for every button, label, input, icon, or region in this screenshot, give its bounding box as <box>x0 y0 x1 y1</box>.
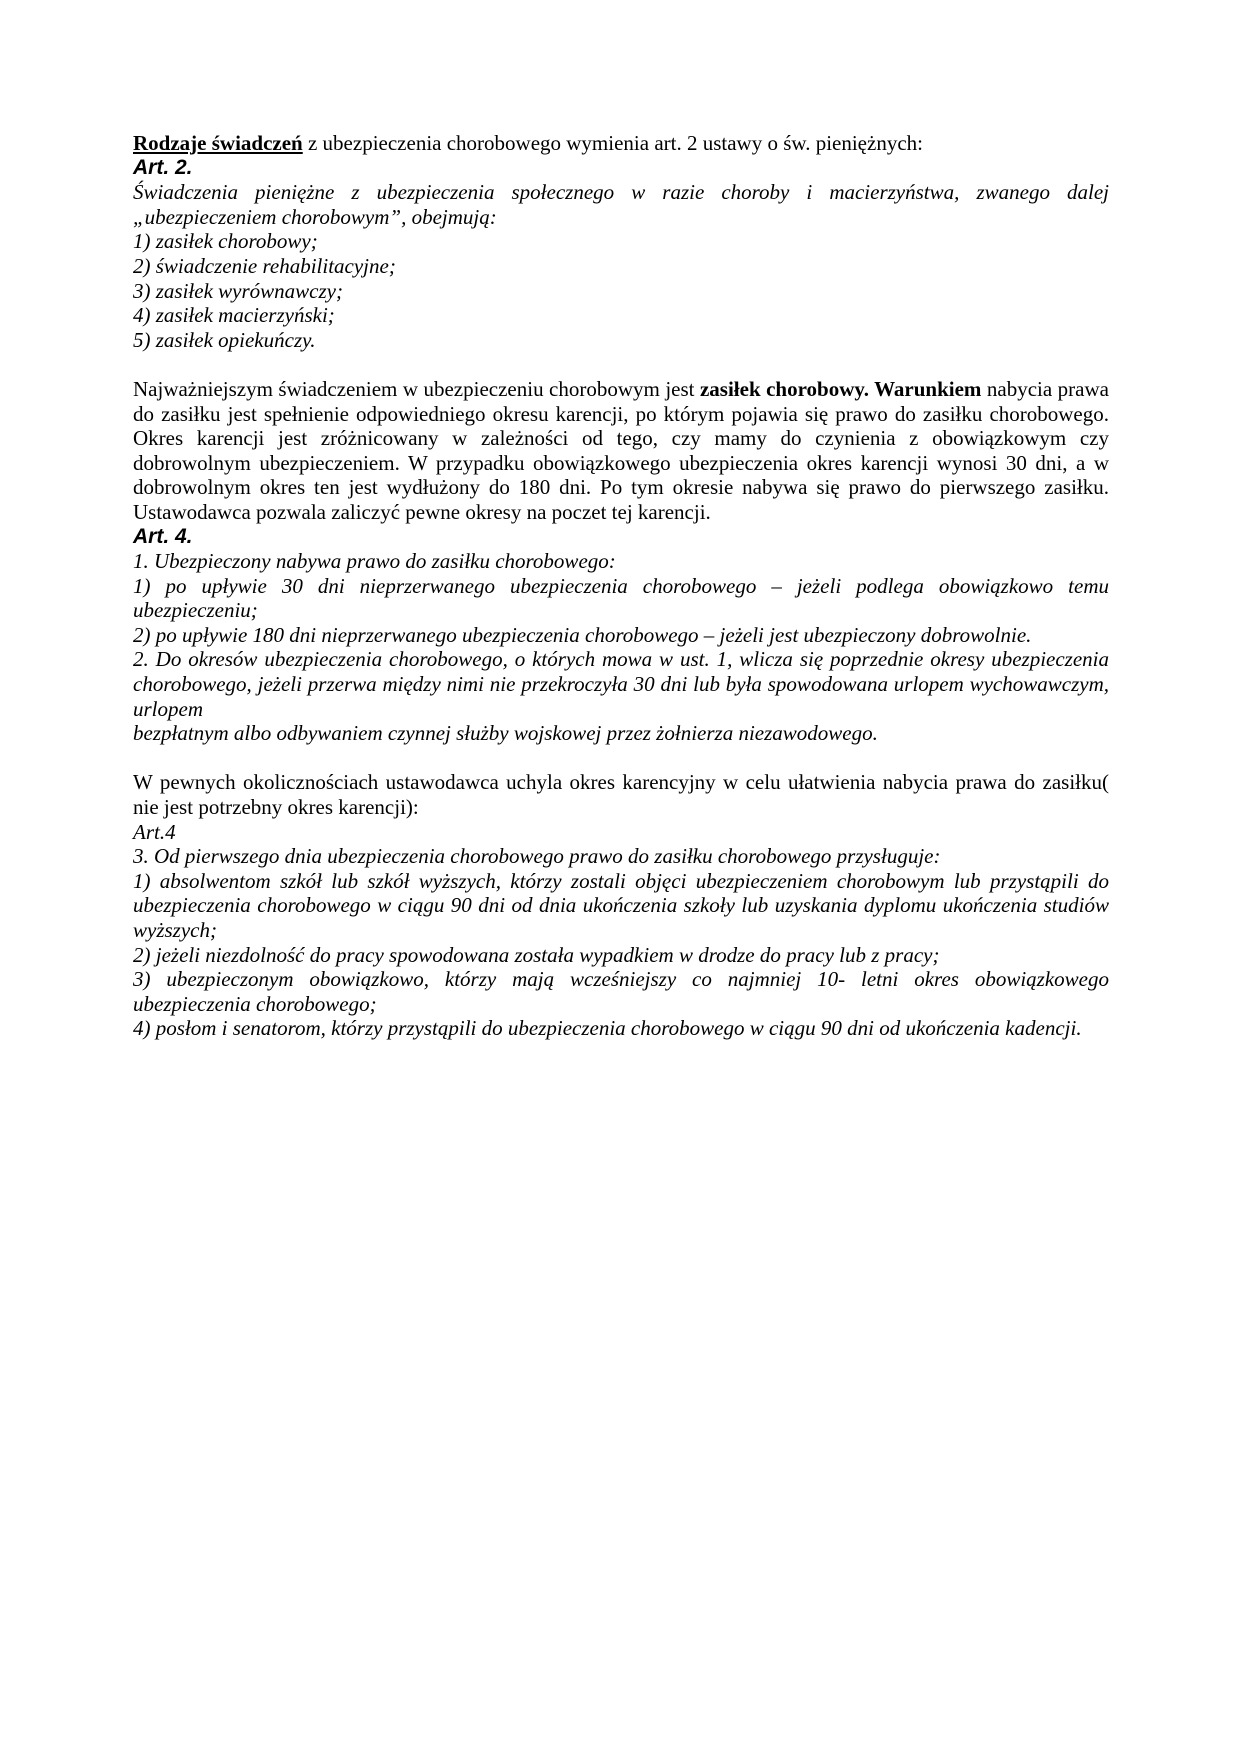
karencja-paragraph-segment: Najważniejszym świadczeniem w ubezpieczeniu chorobowym jest <box>133 376 700 401</box>
art-4-ust-1-segment: 1. Ubezpieczony nabywa prawo do zasiłku chorobowego: <box>133 549 616 574</box>
spacer-2 <box>133 746 1109 771</box>
art-4-ust-3-pkt-1 <box>133 869 1109 943</box>
art-4-ust-3-pkt-3 <box>133 967 1109 1016</box>
art-4-ust-2-segment: 2. Do okresów ubezpieczenia chorobowego, o których mowa w ust. 1, wlicza się poprzednie okresy ubezpieczenia chorobowego, jeżeli przerwa między nimi nie przekroczyła 30 dni lub była spowodowana urlopem wychowawczym, urlopem <box>133 647 1109 721</box>
art-4-ust-3-pkt-1-segment: 1) absolwentom szkół lub szkół wyższych, którzy zostali objęci ubezpieczeniem chorobowym lub przystąpili do ubezpieczenia chorobowego w ciągu 90 dni od dnia ukończenia szkoły lub uzyskania dyplomu ukończenia studiów wyższych; <box>133 868 1109 942</box>
benefits-list-item-3 <box>133 279 1109 304</box>
karencja-paragraph-segment: zasiłek chorobowy. Warunkiem <box>699 376 982 401</box>
art-2-intro-segment: Świadczenia pieniężne z ubezpieczenia społecznego w razie choroby i macierzyństwa, zwanego dalej „ubezpieczeniem chorobowym”, obejmują: <box>133 180 1109 229</box>
art-4-ust-1-pkt-1-segment: 1) po upływie 30 dni nieprzerwanego ubezpieczenia chorobowego – jeżeli podlega obowiązkowo temu ubezpieczeniu; <box>133 573 1109 623</box>
art-4-ust-3-pkt-4 <box>133 1016 1109 1041</box>
art-4-ust-1 <box>133 549 1109 574</box>
art-2-heading <box>133 156 1109 181</box>
art-4-ust-3-segment: 3. Od pierwszego dnia ubezpieczenia chorobowego prawo do zasiłku chorobowego przysługuje: <box>133 844 941 869</box>
art-4-ust-3 <box>133 844 1109 869</box>
art-4-ust-3-pkt-4-segment: 4) posłom i senatorom, którzy przystąpili do ubezpieczenia chorobowego w ciągu 90 dni od ukończenia kadencji. <box>133 1016 1082 1041</box>
karencja-paragraph-segment: nabycia prawa do zasiłku jest spełnienie odpowiedniego okresu karencji, po którym pojawia się prawo do zasiłku chorobowego. Okres karencji jest zróżnicowany w zależności od tego, czy mamy do czynienia z obowiązkowym czy dobrowolnym ubezpieczeniem. W przypadku obowiązkowego ubezpieczenia okres karencji wynosi 30 dni, a w dobrowolnym okres ten jest wydłużony do 180 dni. Po tym okresie nabywa się prawo do pierwszego zasiłku. Ustawodawca pozwala zaliczyć pewne okresy na poczet tej karencji. <box>133 376 1109 524</box>
art-4-ust-1-pkt-2 <box>133 623 1109 648</box>
benefits-list-item-1 <box>133 229 1109 254</box>
benefits-list-item-2-segment: 2) świadczenie rehabilitacyjne; <box>133 253 396 278</box>
uchylenie-karencji-paragraph-segment: W pewnych okolicznościach ustawodawca uchyla okres karencyjny w celu ułatwienia nabycia prawa do zasiłku( nie jest potrzebny okres karencji): <box>133 770 1109 820</box>
art-4-ust-1-pkt-2-segment: 2) po upływie 180 dni nieprzerwanego ubezpieczenia chorobowego – jeżeli jest ubezpieczony dobrowolnie. <box>133 622 1032 647</box>
benefits-list-item-4 <box>133 303 1109 328</box>
spacer-1 <box>133 352 1109 377</box>
art-4-ust-3-pkt-2-segment: 2) jeżeli niezdolność do pracy spowodowana została wypadkiem w drodze do pracy lub z pracy; <box>133 942 940 967</box>
art-4-heading-segment: Art. 4. <box>133 524 193 548</box>
benefits-list-item-3-segment: 3) zasiłek wyrównawczy; <box>133 278 343 303</box>
uchylenie-karencji-paragraph <box>133 770 1109 819</box>
benefits-list-item-2 <box>133 254 1109 279</box>
art-2-heading-segment: Art. 2. <box>133 155 193 179</box>
art-4-ust-2 <box>133 647 1109 745</box>
benefits-list-item-5-segment: 5) zasiłek opiekuńczy. <box>133 327 316 352</box>
intro-line-segment: Rodzaje świadczeń <box>133 131 303 155</box>
art-4-reference-segment: Art.4 <box>133 819 176 844</box>
intro-line <box>133 131 1109 156</box>
art-4-reference <box>133 820 1109 845</box>
art-4-ust-2-segment: bezpłatnym albo odbywaniem czynnej służby wojskowej przez żołnierza niezawodowego. <box>133 721 878 746</box>
benefits-list-item-5 <box>133 328 1109 353</box>
art-4-heading <box>133 525 1109 550</box>
art-4-ust-3-pkt-2 <box>133 943 1109 968</box>
art-4-ust-3-pkt-3-segment: 3) ubezpieczonym obowiązkowo, którzy mają wcześniejszy co najmniej 10- letni okres obowiązkowego ubezpieczenia chorobowego; <box>133 967 1109 1016</box>
benefits-list-item-1-segment: 1) zasiłek chorobowy; <box>133 229 318 254</box>
benefits-list-item-4-segment: 4) zasiłek macierzyński; <box>133 303 335 328</box>
intro-line-segment: z ubezpieczenia chorobowego wymienia art. 2 ustawy o św. pieniężnych: <box>302 131 923 155</box>
karencja-paragraph <box>133 377 1109 525</box>
document-page <box>133 131 1109 1041</box>
art-4-ust-1-pkt-1 <box>133 574 1109 623</box>
art-2-intro <box>133 180 1109 229</box>
